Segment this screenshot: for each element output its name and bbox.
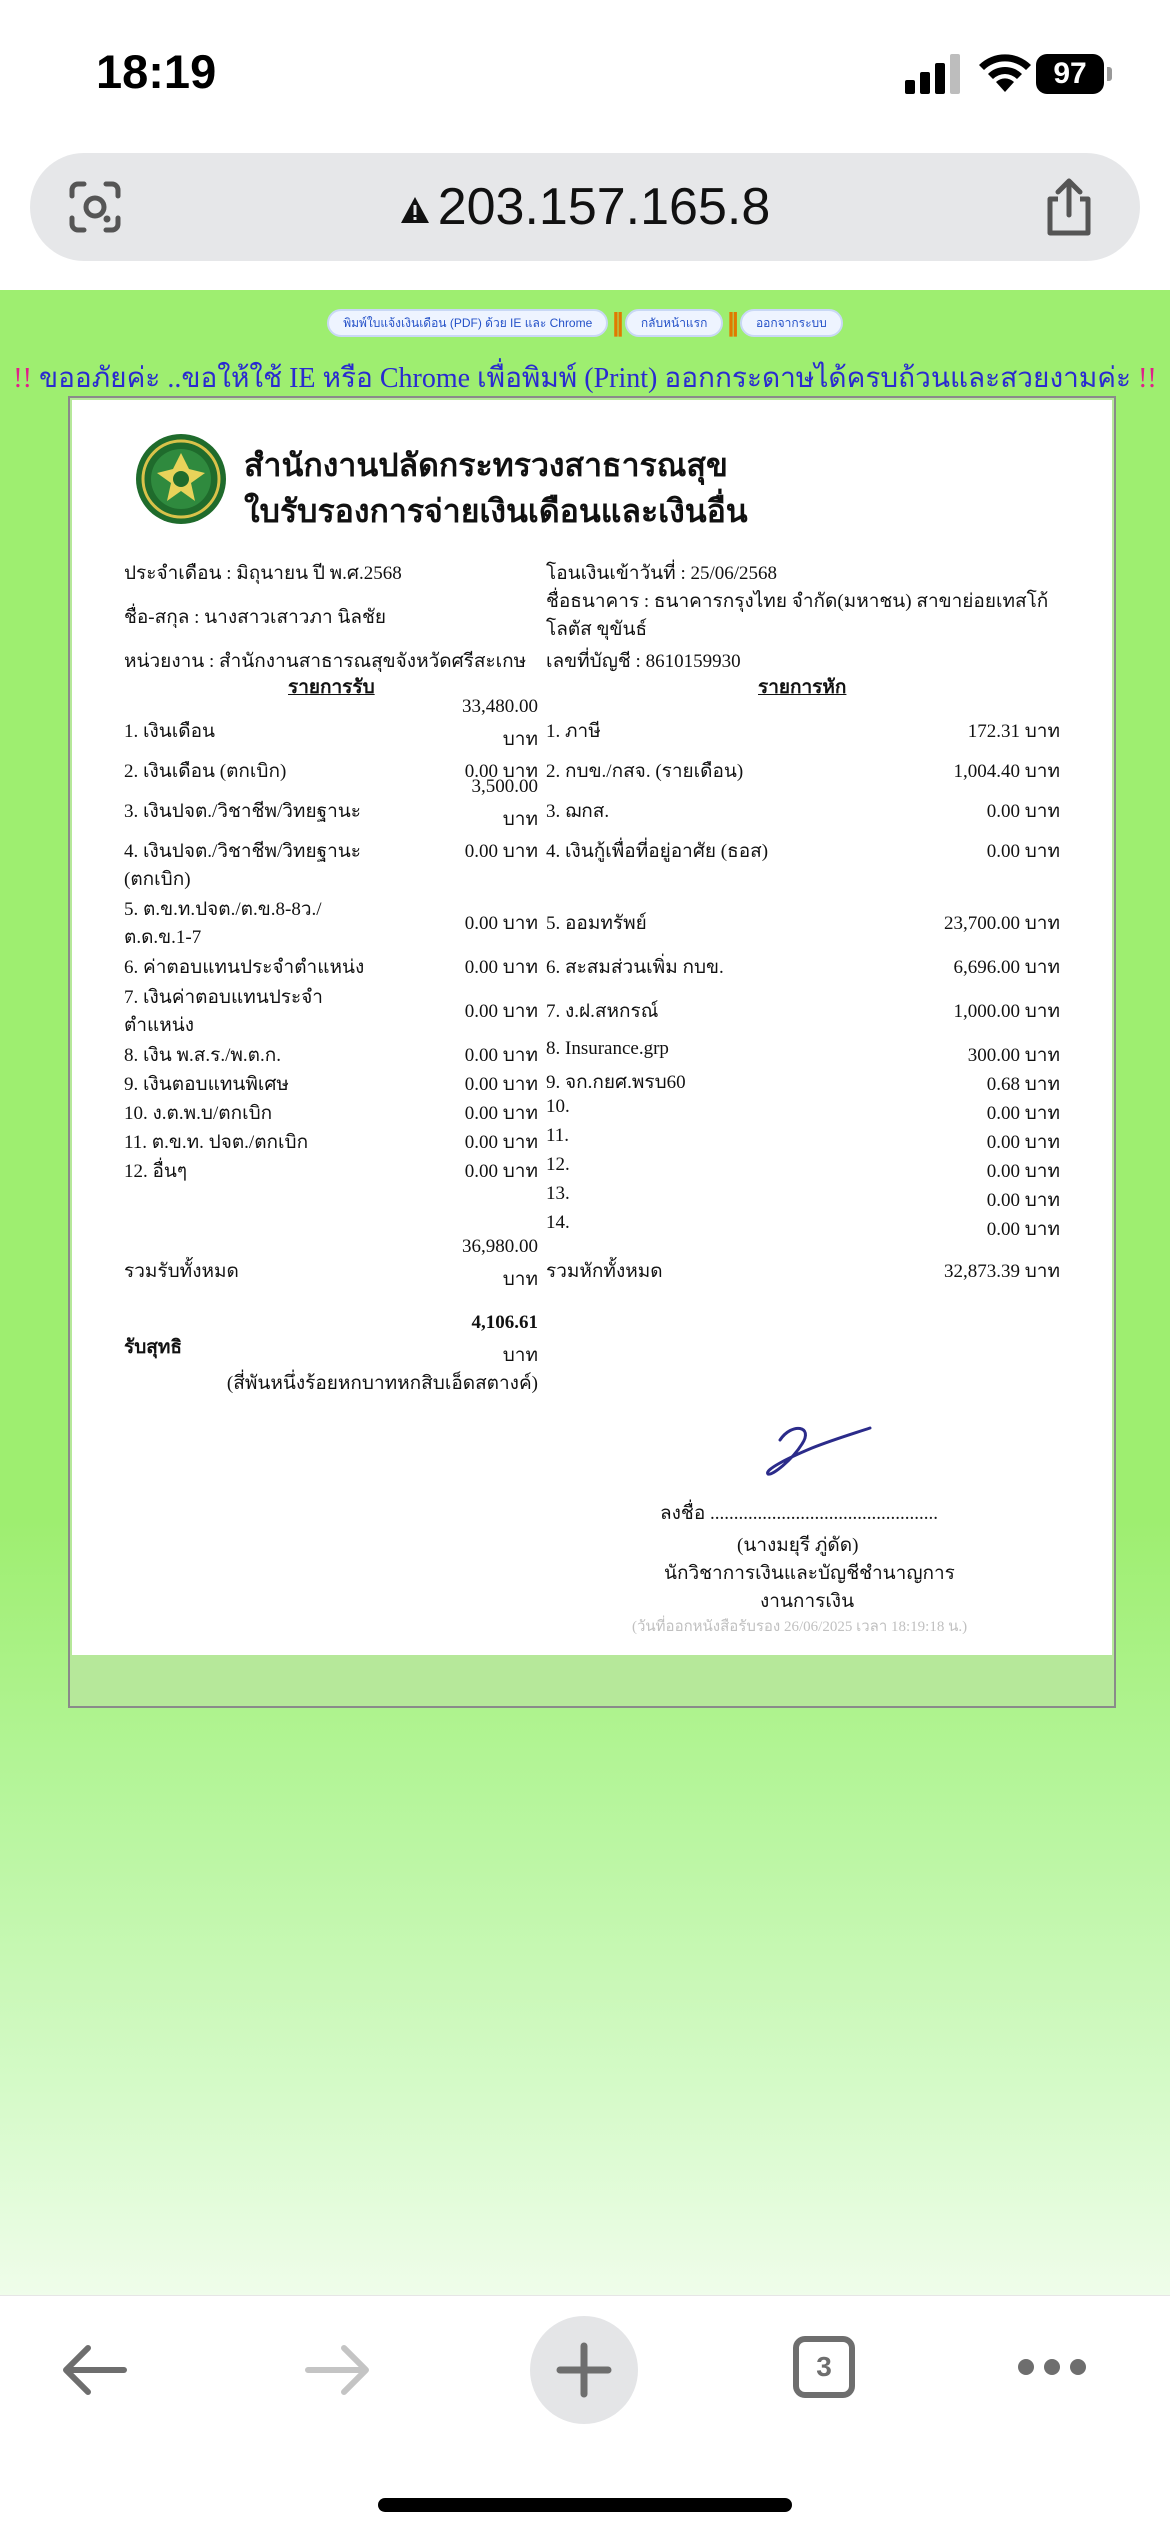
deduction-label: 10. bbox=[546, 1096, 570, 1117]
deduction-total-amount: 32,873.39 บาท bbox=[943, 1261, 1060, 1282]
notice-mark: !! bbox=[13, 363, 32, 394]
income-amount: 0.00 บาท bbox=[464, 1001, 538, 1022]
share-icon[interactable] bbox=[1040, 177, 1098, 237]
notice-text: ขออภัยค่ะ ..ขอให้ใช้ IE หรือ Chrome เพื่อพิมพ์ (Print) ออกกระดาษได้ครบถ้วนและสวยงามค่ะ bbox=[38, 363, 1132, 394]
separator: || bbox=[612, 307, 621, 337]
ministry-seal-logo bbox=[135, 433, 227, 525]
top-button-row bbox=[0, 307, 1170, 338]
income-label: 10. ง.ต.พ.บ/ตกเบิก bbox=[124, 1103, 273, 1124]
income-label-cont: (ตกเบิก) bbox=[124, 869, 191, 890]
more-options-icon[interactable] bbox=[1016, 2356, 1088, 2378]
income-label: 12. อื่นๆ bbox=[124, 1161, 188, 1182]
deduction-amount: 0.00 บาท bbox=[986, 1103, 1060, 1124]
cellular-signal-icon bbox=[905, 52, 961, 94]
income-amount: 0.00 บาท bbox=[464, 1074, 538, 1095]
income-amount: 33,480.00 bbox=[462, 696, 538, 717]
account-number: เลขที่บัญชี : 8610159930 bbox=[546, 651, 741, 672]
not-secure-warning-icon bbox=[400, 196, 430, 224]
deduction-label: 7. ง.ฝ.สหกรณ์ bbox=[546, 1001, 659, 1022]
logout-button[interactable]: ออกจากระบบ bbox=[740, 309, 843, 337]
income-label: 5. ต.ข.ท.ปจต./ต.ข.8-8ว./ bbox=[124, 899, 322, 920]
income-label: 3. เงินปจต./วิชาชีพ/วิทยฐานะ bbox=[124, 801, 361, 822]
battery-level: 97 bbox=[1036, 54, 1104, 94]
plus-icon bbox=[530, 2316, 638, 2424]
deduction-label: 8. Insurance.grp bbox=[546, 1038, 669, 1059]
net-pay-unit: บาท bbox=[502, 1345, 538, 1366]
certificate-frame bbox=[68, 396, 1116, 1708]
signer-position: นักวิชาการเงินและบัญชีชำนาญการ bbox=[664, 1563, 955, 1584]
income-label: 1. เงินเดือน bbox=[124, 721, 215, 742]
income-label: 6. ค่าตอบแทนประจำตำแหน่ง bbox=[124, 957, 365, 978]
income-label: 2. เงินเดือน (ตกเบิก) bbox=[124, 761, 287, 782]
income-amount: 3,500.00 bbox=[471, 776, 538, 797]
deduction-amount: 0.00 บาท bbox=[986, 801, 1060, 822]
tab-switcher-button[interactable]: 3 bbox=[793, 2336, 855, 2398]
issue-timestamp: (วันที่ออกหนังสือรับรอง 26/06/2025 เวลา 18:19:18 น.) bbox=[632, 1619, 968, 1635]
income-header: รายการรับ bbox=[288, 677, 375, 698]
deduction-label: 4. เงินกู้เพื่อที่อยู่อาศัย (ธอส) bbox=[546, 841, 769, 862]
income-label: 9. เงินตอบแทนพิเศษ bbox=[124, 1074, 289, 1095]
income-amount: 0.00 บาท bbox=[464, 1045, 538, 1066]
deduction-amount: 0.00 บาท bbox=[986, 1132, 1060, 1153]
income-amount: 0.00 บาท bbox=[464, 1132, 538, 1153]
income-label: 7. เงินค่าตอบแทนประจำ bbox=[124, 987, 323, 1008]
transfer-date: โอนเงินเข้าวันที่ : 25/06/2568 bbox=[546, 563, 778, 584]
income-label-cont: ต.ด.ข.1-7 bbox=[124, 927, 202, 948]
status-time: 18:19 bbox=[96, 45, 217, 98]
deduction-total-label: รวมหักทั้งหมด bbox=[546, 1261, 663, 1282]
income-total-amount: 36,980.00 bbox=[462, 1236, 538, 1257]
deduction-label: 12. bbox=[546, 1154, 570, 1175]
notice-mark: !! bbox=[1138, 363, 1157, 394]
bank-branch: โลตัส ขุขันธ์ bbox=[546, 619, 648, 640]
deduction-label: 2. กบข./กสจ. (รายเดือน) bbox=[546, 761, 744, 782]
bank-name: ชื่อธนาคาร : ธนาคารกรุงไทย จำกัด(มหาชน) สาขาย่อยเทสโก้ bbox=[546, 591, 1049, 612]
new-tab-button[interactable] bbox=[530, 2316, 638, 2424]
deduction-label: 3. ฌกส. bbox=[546, 801, 610, 822]
signer-department: งานการเงิน bbox=[760, 1591, 855, 1612]
deduction-amount: 0.00 บาท bbox=[986, 1161, 1060, 1182]
url-display[interactable] bbox=[30, 177, 1140, 237]
home-button[interactable]: กลับหน้าแรก bbox=[625, 309, 724, 337]
deduction-label: 5. ออมทรัพย์ bbox=[546, 913, 647, 934]
deduction-amount: 23,700.00 บาท bbox=[943, 913, 1060, 934]
net-pay-label: รับสุทธิ bbox=[124, 1337, 182, 1358]
deduction-amount: 172.31 บาท bbox=[967, 721, 1060, 742]
signer-name: (นางมยุรี ภู่ดัด) bbox=[737, 1535, 859, 1556]
document-title: ใบรับรองการจ่ายเงินเดือนและเงินอื่น bbox=[244, 492, 748, 530]
deduction-label: 13. bbox=[546, 1183, 570, 1204]
deduction-amount: 1,000.00 บาท bbox=[953, 1001, 1060, 1022]
separator: || bbox=[727, 307, 736, 337]
deduction-amount: 0.68 บาท bbox=[986, 1074, 1060, 1095]
print-pdf-button[interactable]: พิมพ์ใบแจ้งเงินเดือน (PDF) ด้วย IE และ Chrome bbox=[327, 309, 608, 337]
income-amount: 0.00 บาท bbox=[464, 957, 538, 978]
income-total-label: รวมรับทั้งหมด bbox=[124, 1261, 239, 1282]
deduction-amount: 0.00 บาท bbox=[986, 1190, 1060, 1211]
income-amount: 0.00 บาท bbox=[464, 841, 538, 862]
income-unit: บาท bbox=[502, 729, 538, 750]
income-amount: 0.00 บาท bbox=[464, 1103, 538, 1124]
net-pay-amount: 4,106.61 bbox=[471, 1312, 538, 1333]
sign-line: ลงชื่อ ................................................ bbox=[660, 1503, 938, 1524]
deduction-amount: 1,004.40 บาท bbox=[953, 761, 1060, 782]
income-label-cont: ตำแหน่ง bbox=[124, 1015, 195, 1036]
income-label: 11. ต.ข.ท. ปจต./ตกเบิก bbox=[124, 1132, 309, 1153]
employee-name: ชื่อ-สกุล : นางสาวเสาวภา นิลชัย bbox=[124, 607, 387, 628]
battery-icon bbox=[1036, 54, 1112, 94]
deduction-label: 9. จก.กยศ.พรบ60 bbox=[546, 1072, 686, 1093]
income-unit: บาท bbox=[502, 809, 538, 830]
income-amount: 0.00 บาท bbox=[464, 761, 538, 782]
deduction-amount: 0.00 บาท bbox=[986, 1219, 1060, 1240]
income-amount: 0.00 บาท bbox=[464, 913, 538, 934]
deduction-label: 11. bbox=[546, 1125, 570, 1146]
address-bar[interactable] bbox=[30, 153, 1140, 261]
pay-month: ประจำเดือน : มิถุนายน ปี พ.ศ.2568 bbox=[124, 563, 402, 584]
deduction-amount: 6,696.00 บาท bbox=[953, 957, 1060, 978]
income-label: 4. เงินปจต./วิชาชีพ/วิทยฐานะ bbox=[124, 841, 361, 862]
signature-image bbox=[762, 1418, 874, 1484]
deduction-amount: 300.00 บาท bbox=[967, 1045, 1060, 1066]
deduction-label: 14. bbox=[546, 1212, 570, 1233]
web-page bbox=[0, 290, 1170, 2295]
organization-name: สำนักงานปลัดกระทรวงสาธารณสุข bbox=[244, 446, 728, 484]
income-label: 8. เงิน พ.ส.ร./พ.ต.ก. bbox=[124, 1045, 281, 1066]
salary-certificate bbox=[72, 400, 1112, 1655]
income-amount: 0.00 บาท bbox=[464, 1161, 538, 1182]
deduction-label: 1. ภาษี bbox=[546, 721, 601, 742]
browser-notice bbox=[0, 356, 1170, 400]
work-unit: หน่วยงาน : สำนักงานสาธารณสุขจังหวัดศรีสะเกษ bbox=[124, 651, 527, 672]
net-pay-words: (สี่พันหนึ่งร้อยหกบาทหกสิบเอ็ดสตางค์) bbox=[226, 1373, 538, 1394]
status-bar bbox=[0, 0, 1170, 145]
income-total-unit: บาท bbox=[502, 1269, 538, 1290]
deduction-amount: 0.00 บาท bbox=[986, 841, 1060, 862]
wifi-icon bbox=[975, 48, 1035, 94]
deduction-header: รายการหัก bbox=[758, 677, 847, 698]
back-arrow-icon[interactable] bbox=[58, 2340, 130, 2400]
home-indicator bbox=[378, 2498, 792, 2512]
deduction-label: 6. สะสมส่วนเพิ่ม กบข. bbox=[546, 957, 724, 978]
url-text: 203.157.165.8 bbox=[437, 178, 771, 236]
forward-arrow-icon[interactable] bbox=[302, 2340, 374, 2400]
